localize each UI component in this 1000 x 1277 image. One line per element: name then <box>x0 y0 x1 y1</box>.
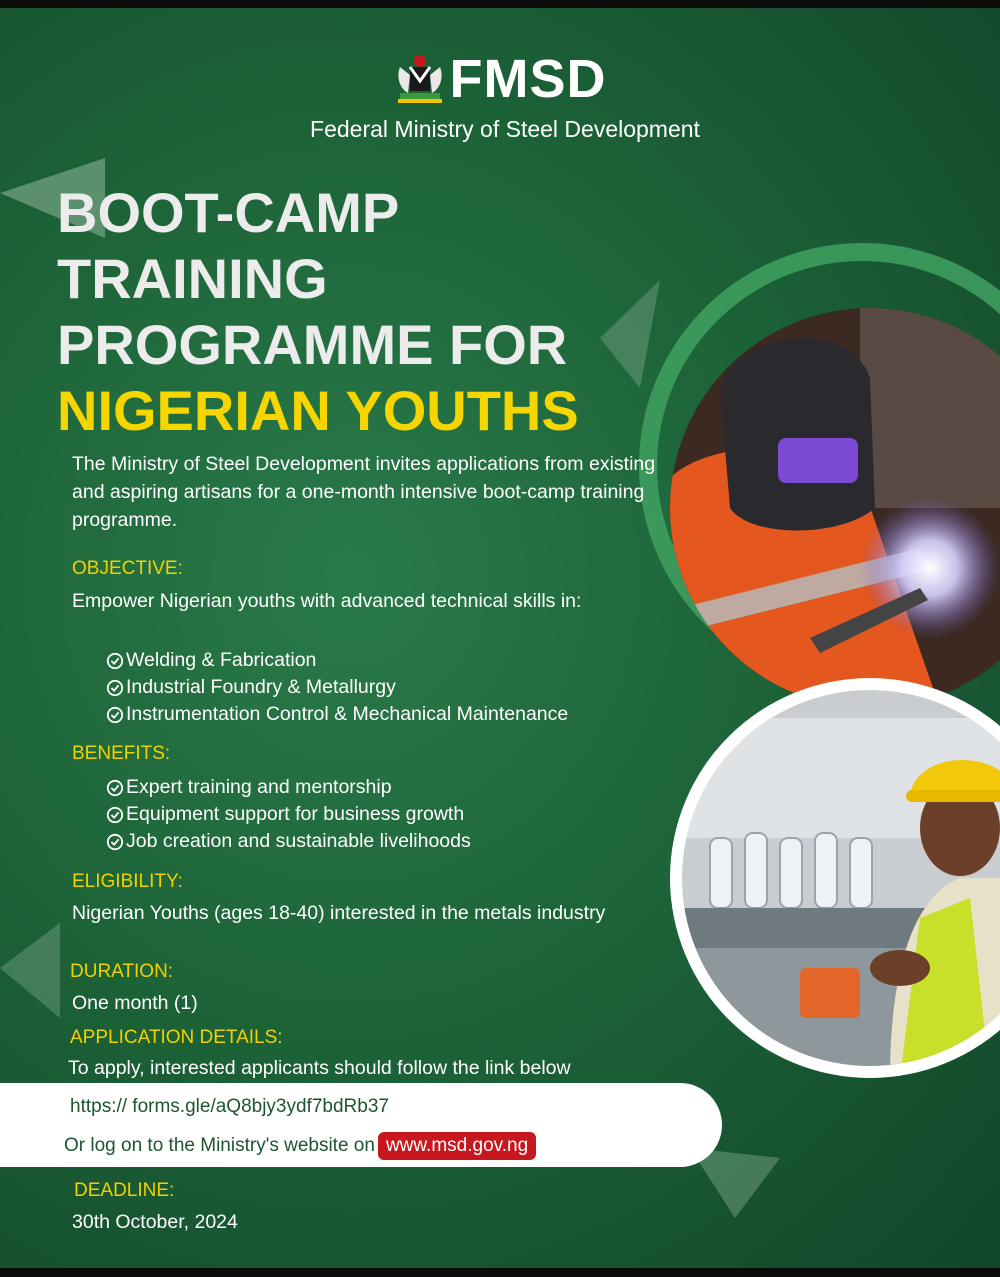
list-item: Equipment support for business growth <box>106 801 471 828</box>
title-line-2: TRAINING <box>57 247 328 310</box>
check-circle-icon <box>106 779 124 797</box>
application-text: To apply, interested applicants should follow the link below <box>68 1057 571 1079</box>
eligibility-heading: ELIGIBILITY: <box>72 871 183 892</box>
website-link[interactable]: www.msd.gov.ng <box>378 1132 536 1160</box>
objective-text: Empower Nigerian youths with advanced technical skills in: <box>72 590 582 612</box>
title-line-3: PROGRAMME FOR <box>57 313 568 376</box>
header <box>0 48 1000 143</box>
deadline-heading: DEADLINE: <box>74 1180 175 1201</box>
deadline-date: 30th October, 2024 <box>72 1211 238 1233</box>
check-circle-icon <box>106 706 124 724</box>
factory-worker-photo <box>670 678 1000 1078</box>
objective-heading: OBJECTIVE: <box>72 558 183 579</box>
check-circle-icon <box>106 806 124 824</box>
page-title <box>57 180 579 444</box>
list-item: Industrial Foundry & Metallurgy <box>106 674 568 701</box>
list-item: Expert training and mentorship <box>106 774 471 801</box>
logo-row <box>0 48 1000 110</box>
title-line-1: BOOT-CAMP <box>57 181 400 244</box>
check-circle-icon <box>106 833 124 851</box>
check-circle-icon <box>106 679 124 697</box>
welder-photo <box>660 308 1000 708</box>
title-line-4: NIGERIAN YOUTHS <box>57 379 579 442</box>
application-link[interactable]: https:// forms.gle/aQ8bjy3ydf7bdRb37 <box>70 1096 389 1117</box>
list-item: Welding & Fabrication <box>106 647 568 674</box>
intro-text: The Ministry of Steel Development invites applications from existing and aspiring artisans for a one-month intensive boot-camp training programme. <box>72 453 656 531</box>
poster <box>0 8 1000 1268</box>
application-heading: APPLICATION DETAILS: <box>70 1027 283 1048</box>
website-line <box>64 1132 536 1160</box>
brand-name: FMSD <box>449 49 607 109</box>
objective-list <box>106 647 568 728</box>
benefits-list <box>106 774 471 855</box>
check-circle-icon <box>106 652 124 670</box>
coat-of-arms-icon <box>394 53 446 105</box>
eligibility-text: Nigerian Youths (ages 18-40) interested in the metals industry <box>72 902 606 924</box>
duration-heading: DURATION: <box>70 961 174 982</box>
list-item: Instrumentation Control & Mechanical Maintenance <box>106 701 568 728</box>
ministry-name: Federal Ministry of Steel Development <box>310 116 700 142</box>
list-item: Job creation and sustainable livelihoods <box>106 828 471 855</box>
benefits-heading: BENEFITS: <box>72 743 171 764</box>
website-label: Or log on to the Ministry's website on <box>64 1135 375 1156</box>
duration-text: One month (1) <box>72 992 198 1014</box>
